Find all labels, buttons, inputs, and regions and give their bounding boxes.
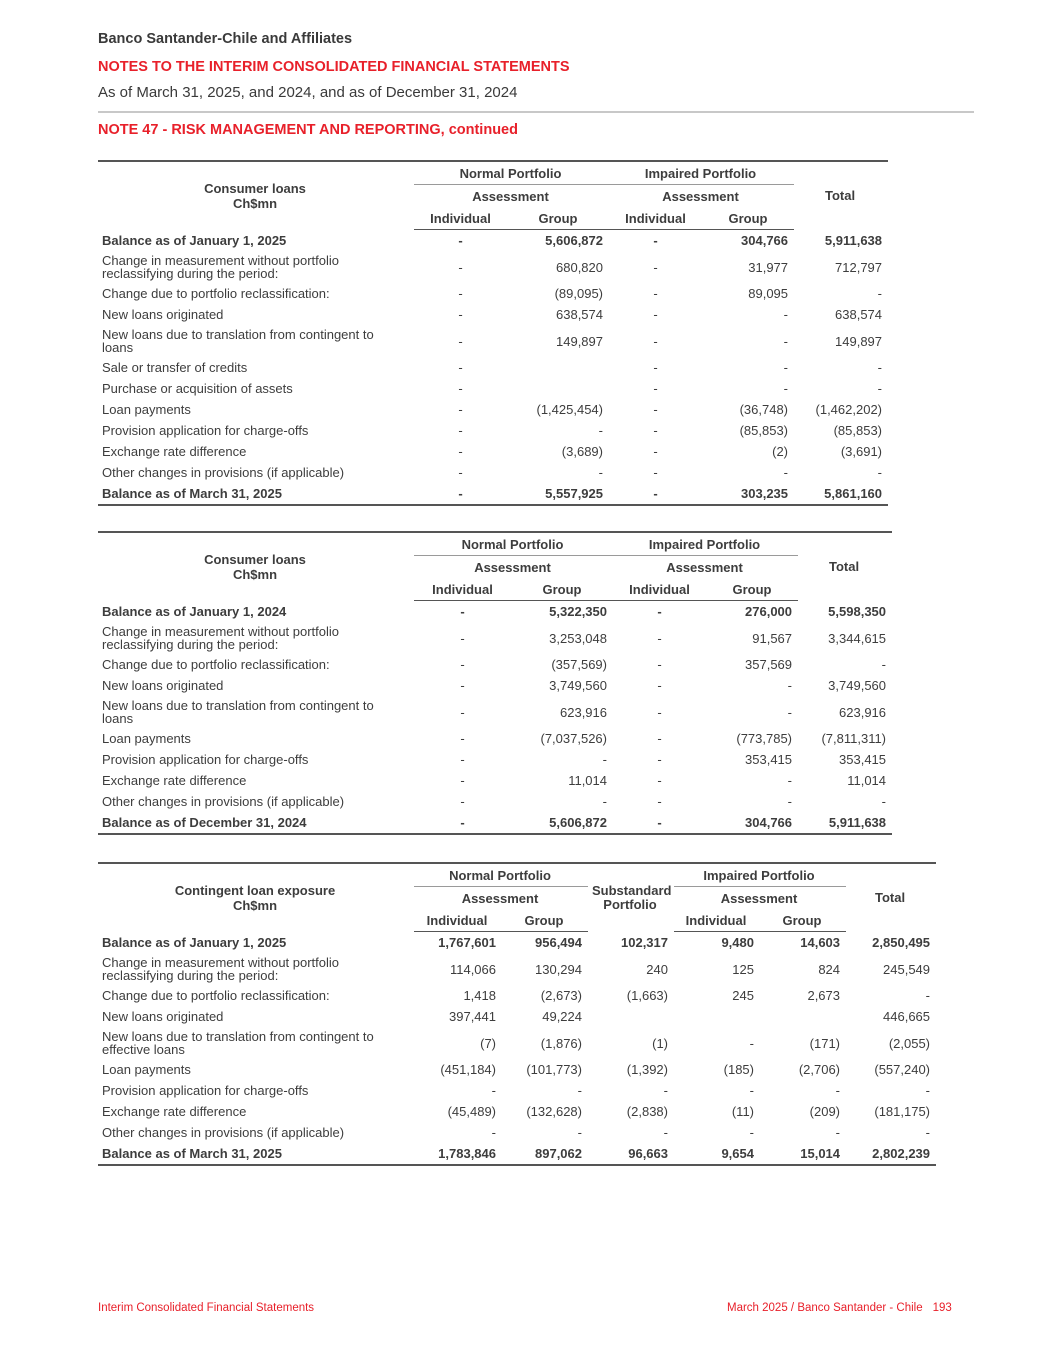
cell-value: - [460,731,465,746]
cell-value: 5,911,638 [824,232,883,248]
row-label: Exchange rate difference [102,1104,247,1119]
cell-value: - [787,773,793,788]
row-label: New loans originated [102,307,224,322]
row-label: New loans originated [102,1009,224,1024]
cell-value: (85,853) [739,423,789,438]
individual-header: Individual [609,207,704,230]
cell-value: 2,673 [807,988,841,1003]
cell-value: 680,820 [556,259,603,275]
table-row [98,462,888,483]
cell-value: - [460,630,465,646]
row-label: Loan payments [102,402,191,417]
cell-value: 1,767,601 [438,935,496,950]
cell-value: (185) [723,1062,754,1077]
table-row [98,1027,936,1059]
assessment-header: Assessment [720,890,798,906]
cell-value: - [663,1125,668,1140]
cell-value: - [657,752,662,767]
row-label: New loans originated [102,678,224,693]
table-row [98,770,892,791]
cell-value: - [458,423,463,438]
cell-value: 149,897 [556,333,603,349]
cell-value: - [577,1083,582,1098]
cell-value: 130,294 [535,961,582,977]
cell-value: 3,749,560 [828,678,887,693]
cell-value [509,378,609,399]
cell-value: - [877,381,883,396]
cell-value: 3,749,560 [549,678,607,693]
cell-value: 623,916 [839,704,887,720]
cell-value: - [877,286,883,301]
cell-value: 623,916 [560,704,607,720]
page-number: 193 [932,1302,952,1314]
table-row [98,304,888,325]
cell-value: - [460,657,465,672]
cell-value: 712,797 [835,259,883,275]
cell-value: - [458,233,463,248]
cell-value: 397,441 [449,1009,496,1024]
consumer-loans-2024-table [98,531,892,835]
row-label: Balance as of March 31, 2025 [98,1143,414,1165]
cell-value: - [653,286,658,301]
group-header: Group [760,909,846,932]
cell-value [760,1006,846,1027]
cell-value: - [925,1125,931,1140]
cell-value: (36,748) [739,402,789,417]
cell-value: 89,095 [748,286,789,301]
impaired-portfolio-header: Impaired Portfolio [609,161,794,185]
cell-value: (357,569) [551,657,607,672]
row-label: Change in measurement without portfolio reclassifying during the period: [102,955,340,983]
row-label: Provision application for charge-offs [102,1083,309,1098]
cell-value: - [460,604,465,619]
cell-value: - [458,360,463,375]
cell-value: 114,066 [449,961,496,977]
cell-value: - [460,752,465,767]
cell-value: - [598,465,603,480]
table-row [98,622,892,654]
row-label: New loans due to translation from contingent to effective loans [102,1029,374,1057]
cell-value: - [458,402,463,417]
cell-value: 304,766 [741,233,789,248]
header-divider [98,111,974,113]
table-row [98,932,936,954]
cell-value: - [657,773,662,788]
cell-value: - [653,233,658,248]
row-label: Other changes in provisions (if applicable) [102,1125,345,1140]
company-name: Banco Santander-Chile and Affiliates [98,31,353,47]
cell-value: (171) [809,1035,841,1051]
cell-value: 125 [732,961,754,977]
cell-value: - [458,444,463,459]
cell-value: 353,415 [745,752,793,767]
cell-value: (1,663) [626,988,668,1003]
cell-value: 96,663 [588,1143,674,1165]
table-row [98,1006,936,1027]
cell-value: 11,014 [847,773,887,788]
cell-value: (773,785) [736,731,793,746]
individual-header: Individual [414,207,509,230]
table-row [98,1122,936,1143]
cell-value: - [783,333,789,349]
cell-value: 276,000 [745,604,793,619]
row-label: Loan payments [102,1062,191,1077]
row-label: Balance as of January 1, 2024 [102,603,287,619]
cell-value: - [657,630,662,646]
cell-value: - [787,678,793,693]
cell-value: 31,977 [748,259,789,275]
cell-value: - [458,307,463,322]
cell-value: 240 [646,961,668,977]
cell-value: - [460,773,465,788]
table-row [98,1101,936,1122]
table-row [98,654,892,675]
cell-value: (7,037,526) [540,731,607,746]
cell-value: 91,567 [752,630,793,646]
cell-value: 5,606,872 [545,233,603,248]
cell-value: (2) [772,444,789,459]
cell-value: 14,603 [800,935,841,950]
cell-value: - [414,812,513,834]
cell-value: - [835,1083,841,1098]
row-label: Other changes in provisions (if applicable) [102,794,345,809]
cell-value: - [598,423,603,438]
cell-value: 5,911,638 [798,812,892,834]
cell-value: - [783,381,789,396]
cell-value: 11,014 [568,773,607,788]
individual-header: Individual [414,909,502,932]
row-label: Balance as of December 31, 2024 [98,812,414,834]
cell-value: - [653,381,658,396]
cell-value [674,1006,760,1027]
cell-value: - [460,678,465,693]
table-row [98,230,888,252]
table-row [98,696,892,728]
cell-value: 1,783,846 [414,1143,502,1165]
cell-value: - [458,381,463,396]
cell-value: - [653,307,658,322]
cell-value: 2,802,239 [846,1143,936,1165]
cell-value: - [653,465,658,480]
cell-value: (89,095) [554,286,603,301]
cell-value: - [460,704,465,720]
row-label: New loans due to translation from contingent to loans [102,327,374,355]
table-row [98,420,888,441]
cell-value: (2,055) [888,1035,931,1051]
cell-value: 1,418 [463,988,496,1003]
row-label: Sale or transfer of credits [102,360,248,375]
assessment-header: Assessment [461,890,539,906]
cell-value: - [458,286,463,301]
cell-value: (181,175) [874,1104,931,1119]
table-row [98,325,888,357]
cell-value: - [663,1083,668,1098]
cell-value: - [491,1125,496,1140]
cell-value: (7) [480,1035,496,1051]
individual-header: Individual [613,578,708,601]
table-row [98,1143,936,1165]
cell-value: 3,344,615 [828,630,887,646]
cell-value: - [602,794,607,809]
cell-value: (85,853) [833,423,883,438]
table-row [98,675,892,696]
impaired-portfolio-header: Impaired Portfolio [613,532,798,556]
row-label: Change due to portfolio reclassification: [102,988,330,1003]
row-label: Change due to portfolio reclassification: [102,286,330,301]
cell-value: 102,317 [621,934,668,950]
cell-value: - [458,465,463,480]
cell-value: (2,706) [798,1062,841,1077]
cell-value: (1) [652,1035,668,1051]
cell-value: (1,392) [626,1062,668,1077]
cell-value: 353,415 [839,752,887,767]
cell-value: (209) [809,1104,841,1119]
table-row [98,1080,936,1101]
cell-value: (2,838) [626,1104,668,1119]
cell-value: 9,654 [674,1143,760,1165]
cell-value: - [653,259,658,275]
cell-value: (101,773) [526,1062,582,1077]
row-label: Balance as of March 31, 2025 [98,483,414,505]
table-row [98,749,892,770]
table-row [98,483,888,505]
table-row [98,728,892,749]
cell-value: - [657,657,662,672]
cell-value: 956,494 [535,935,582,950]
cell-value: - [653,402,658,417]
table-row [98,812,892,834]
cell-value: - [458,259,463,275]
group-header: Group [513,578,613,601]
cell-value: - [787,704,793,720]
cell-value: (1,425,454) [536,402,603,417]
row-label: New loans due to translation from contingent to loans [102,698,374,726]
row-label: Balance as of January 1, 2025 [102,232,287,248]
substandard-portfolio-header: Substandard Portfolio [588,863,674,932]
cell-value: (7,811,311) [821,731,887,746]
cell-value: (11) [731,1104,754,1119]
row-label: Exchange rate difference [102,773,247,788]
notes-title: NOTES TO THE INTERIM CONSOLIDATED FINANCIAL STATEMENTS [98,59,570,75]
cell-value: 357,569 [745,657,793,672]
assessment-header: Assessment [472,188,549,204]
row-label: Provision application for charge-offs [102,423,309,438]
cell-value: - [783,465,789,480]
cell-value: - [460,794,465,809]
contingent-loan-exposure-table [98,862,936,1166]
cell-value [588,1006,674,1027]
note-title: NOTE 47 - RISK MANAGEMENT AND REPORTING, continued [98,122,518,138]
cell-value: 5,861,160 [794,483,888,505]
cell-value: 897,062 [502,1143,588,1165]
cell-value: - [653,423,658,438]
cell-value: - [877,465,883,480]
table-row [98,251,888,283]
cell-value [509,357,609,378]
footer-left: Interim Consolidated Financial Statements [98,1302,315,1314]
cell-value: 304,766 [708,812,798,834]
cell-value: - [657,704,662,720]
cell-value: 149,897 [835,333,883,349]
cell-value: - [653,444,658,459]
cell-value: - [613,812,708,834]
cell-value: - [458,333,463,349]
cell-value: (451,184) [440,1062,496,1077]
assessment-header: Assessment [666,559,743,575]
cell-value: 3,253,048 [549,630,607,646]
cell-value: - [657,731,662,746]
cell-value: 5,322,350 [549,604,607,619]
cell-value: - [749,1125,754,1140]
consumer-loans-2025-table [98,160,888,506]
cell-value: - [657,604,662,619]
normal-portfolio-header: Normal Portfolio [414,863,588,887]
cell-value: 5,557,925 [509,483,609,505]
impaired-portfolio-header: Impaired Portfolio [674,863,846,887]
cell-value: - [609,483,704,505]
cell-value: 15,014 [760,1143,846,1165]
cell-value: - [877,360,883,375]
cell-value: 245 [732,988,754,1003]
table-row [98,601,892,623]
cell-value: 2,850,495 [872,934,931,950]
total-header: Total [794,161,888,230]
cell-value: - [491,1083,496,1098]
row-label: Change due to portfolio reclassification: [102,657,330,672]
cell-value: - [749,1035,754,1051]
table-title: Consumer loans Ch$mn [98,161,414,230]
cell-value: 49,224 [542,1009,582,1024]
table-row [98,283,888,304]
as-of-date: As of March 31, 2025, and 2024, and as of December 31, 2024 [98,84,518,101]
total-header: Total [846,863,936,932]
row-label: Change in measurement without portfolio reclassifying during the period: [102,624,340,652]
cell-value: (2,673) [540,988,582,1003]
cell-value: (557,240) [874,1062,931,1077]
group-header: Group [704,207,794,230]
cell-value: (45,489) [447,1104,496,1119]
cell-value: - [925,988,931,1003]
cell-value: 638,574 [835,307,883,322]
table-row [98,985,936,1006]
cell-value: - [414,483,509,505]
cell-value: - [657,794,662,809]
group-header: Group [509,207,609,230]
cell-value: (1,876) [540,1035,582,1051]
row-label: Other changes in provisions (if applicable) [102,465,345,480]
individual-header: Individual [674,909,760,932]
normal-portfolio-header: Normal Portfolio [414,532,613,556]
table-row [98,357,888,378]
cell-value: - [783,360,789,375]
cell-value: 5,606,872 [513,812,613,834]
normal-portfolio-header: Normal Portfolio [414,161,609,185]
cell-value: 446,665 [883,1009,931,1024]
cell-value: - [881,657,887,672]
cell-value: - [881,794,887,809]
cell-value: 824 [818,961,841,977]
cell-value: - [653,360,658,375]
cell-value: - [783,307,789,322]
table-row [98,399,888,420]
cell-value: - [657,678,662,693]
cell-value: 245,549 [883,961,931,977]
assessment-header: Assessment [474,559,551,575]
cell-value: 303,235 [704,483,794,505]
cell-value: (3,691) [840,444,883,459]
cell-value: - [653,333,658,349]
row-label: Purchase or acquisition of assets [102,381,293,396]
group-header: Group [502,909,588,932]
row-label: Exchange rate difference [102,444,247,459]
table-title: Consumer loans Ch$mn [98,532,414,601]
cell-value: 9,480 [721,935,754,950]
individual-header: Individual [414,578,513,601]
total-header: Total [798,532,892,601]
cell-value: 5,598,350 [828,603,887,619]
cell-value: (1,462,202) [815,402,883,417]
table-row [98,791,892,812]
cell-value: (132,628) [526,1104,582,1119]
footer-source: March 2025 / Banco Santander - Chile [727,1302,923,1314]
group-header: Group [708,578,798,601]
cell-value: - [787,794,793,809]
table-row [98,953,936,985]
cell-value: - [577,1125,582,1140]
table-row [98,1059,936,1080]
cell-value: 638,574 [556,307,603,322]
table-row [98,378,888,399]
table-row [98,441,888,462]
cell-value: - [749,1083,754,1098]
assessment-header: Assessment [662,188,739,204]
row-label: Balance as of January 1, 2025 [102,934,287,950]
cell-value: - [602,752,607,767]
cell-value: - [925,1083,931,1098]
row-label: Loan payments [102,731,191,746]
footer-right [727,1302,952,1314]
row-label: Provision application for charge-offs [102,752,309,767]
row-label: Change in measurement without portfolio reclassifying during the period: [102,253,340,281]
table-title: Contingent loan exposure Ch$mn [98,863,414,932]
cell-value: - [835,1125,841,1140]
cell-value: (3,689) [561,444,603,459]
